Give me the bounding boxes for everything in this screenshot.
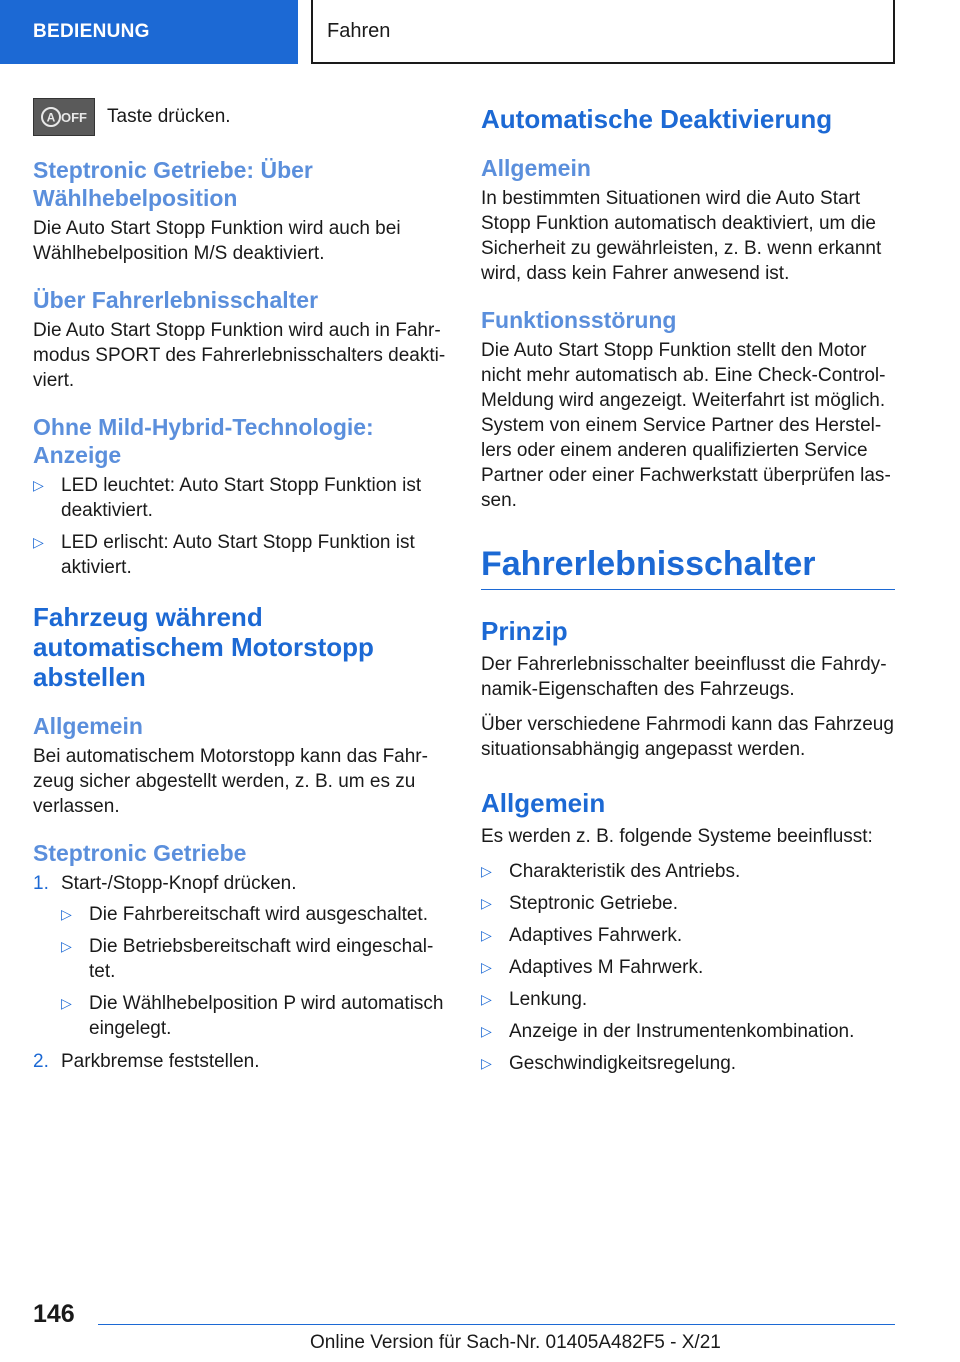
heading-fahrerlebnisschalter: Fahrerlebnisschalter: [481, 543, 895, 590]
auto-start-stop-off-icon: [33, 98, 95, 136]
bullet-triangle-icon: ▷: [481, 1055, 492, 1071]
bullet-triangle-icon: ▷: [481, 1023, 492, 1039]
heading-allgemein-abstellen: Allgemein: [33, 713, 143, 739]
off-key-row: [33, 98, 449, 136]
list-item: ▷ Anzeige in der Instrumentenkombination.: [481, 1021, 855, 1042]
para-steptronic-waehlhebel: Die Auto Start Stopp Funktion wird auch bei Wählhebelposition M/S deaktiviert.: [33, 218, 401, 264]
para-allgemein-abstellen: Bei automatischem Motorstopp kann das Fahrzeug sicher abgestellt werden, z. B. um es zu verlassen.: [33, 746, 428, 817]
para-prinzip-1: Der Fahrerlebnisschalter beeinflusst die Fahrdynamik-Eigenschaften des Fahrzeugs.: [481, 654, 887, 700]
step-item: [33, 871, 449, 1041]
bullet-triangle-icon: ▷: [481, 959, 492, 975]
heading-abstellen: Fahrzeug während automatischem Motorstopp abstellen: [33, 602, 374, 692]
bullet-triangle-icon: ▷: [481, 991, 492, 1007]
page-number: 146: [33, 1300, 75, 1328]
svg-text:A: A: [46, 110, 56, 125]
list-item: ▷ Die Wählhebelposition P wird automatisch eingelegt.: [61, 993, 444, 1039]
right-column: [481, 98, 895, 1084]
bullet-triangle-icon: ▷: [33, 477, 44, 493]
step-number: 2.: [33, 1051, 49, 1072]
bullet-triangle-icon: ▷: [61, 906, 72, 922]
list-item: ▷ Geschwindigkeitsregelung.: [481, 1053, 737, 1074]
heading-allgemein-deaktivierung: Allgemein: [481, 155, 591, 181]
list-item: ▷ Steptronic Getriebe.: [481, 893, 678, 914]
steps-list: [33, 871, 449, 1074]
left-column: [33, 98, 449, 1082]
bullet-triangle-icon: ▷: [481, 863, 492, 879]
step-text: Start-/Stopp-Knopf drücken.: [61, 873, 297, 894]
para-funktionsstoerung: Die Auto Start Stopp Funktion stellt den Motor nicht mehr automatisch ab. Eine Check-Control-Meldung wird angezeigt. Weiterfahrt ist möglich. System von einem Service Partner des Herstellers oder einem anderen qualifizierten Service Partner oder einer Fachwerkstatt überprüfen lassen.: [481, 340, 891, 511]
step-number: 1.: [33, 873, 49, 894]
para-allgemein-deaktivierung: In bestimmten Situationen wird die Auto Start Stopp Funktion automatisch deaktiviert, um die Sicherheit zu gewährleisten, z. B. wenn erkannt wird, dass kein Fahrer anwesend ist.: [481, 188, 882, 284]
list-item: ▷ Lenkung.: [481, 989, 588, 1010]
para-allgemein-fes: Es werden z. B. folgende Systeme beeinflusst:: [481, 826, 873, 847]
footer-divider: [98, 1324, 895, 1325]
systems-list: [481, 859, 895, 1076]
para-prinzip-2: Über verschiedene Fahrmodi kann das Fahrzeug situationsabhängig angepasst werden.: [481, 714, 894, 760]
list-item: ▷ Charakteristik des Antriebs.: [481, 861, 741, 882]
heading-steptronic-waehlhebel: Steptronic Getriebe: Über Wählhebelposition: [33, 157, 313, 211]
bullet-triangle-icon: ▷: [481, 895, 492, 911]
list-item: ▷ Adaptives Fahrwerk.: [481, 925, 683, 946]
footer-version-text: Online Version für Sach-Nr. 01405A482F5 - X/21: [310, 1332, 721, 1353]
step-text: Parkbremse feststellen.: [61, 1051, 260, 1072]
heading-ueber-fes: Über Fahrerlebnisschalter: [33, 287, 319, 313]
heading-ohne-mild-hybrid: Ohne Mild-Hybrid-Technologie: Anzeige: [33, 414, 374, 468]
list-item: ▷ Die Betriebsbereitschaft wird eingeschaltet.: [61, 936, 434, 982]
off-icon-label: OFF: [61, 110, 87, 125]
list-item: ▷ LED erlischt: Auto Start Stopp Funktion ist aktiviert.: [33, 532, 415, 578]
heading-steptronic-getriebe: Steptronic Getriebe: [33, 840, 247, 866]
para-ueber-fes: Die Auto Start Stopp Funktion wird auch in Fahrmodus SPORT des Fahrerlebnisschalters deaktiviert.: [33, 320, 446, 391]
heading-prinzip: Prinzip: [481, 616, 568, 646]
bullet-triangle-icon: ▷: [33, 534, 44, 550]
list-item: ▷ LED leuchtet: Auto Start Stopp Funktion ist deaktiviert.: [33, 475, 422, 521]
header-section-label: BEDIENUNG: [33, 21, 150, 42]
heading-funktionsstoerung: Funktionsstörung: [481, 307, 677, 333]
list-item: ▷ Adaptives M Fahrwerk.: [481, 957, 704, 978]
heading-allgemein-fes: Allgemein: [481, 788, 606, 818]
bullet-triangle-icon: ▷: [481, 927, 492, 943]
header-chapter-tab: [311, 0, 895, 64]
bullet-triangle-icon: ▷: [61, 995, 72, 1011]
icon-instruction: Taste drücken.: [107, 106, 231, 127]
header-chapter-label: Fahren: [327, 19, 391, 42]
bullet-triangle-icon: ▷: [61, 938, 72, 954]
led-list: [33, 473, 449, 580]
step-sublist: [61, 902, 449, 1041]
header-section-tab: [0, 0, 298, 64]
heading-automatische-deaktivierung: Automatische Deaktivierung: [481, 104, 833, 134]
step-item: [33, 1049, 449, 1074]
list-item: ▷ Die Fahrbereitschaft wird ausgeschaltet.: [61, 904, 428, 925]
